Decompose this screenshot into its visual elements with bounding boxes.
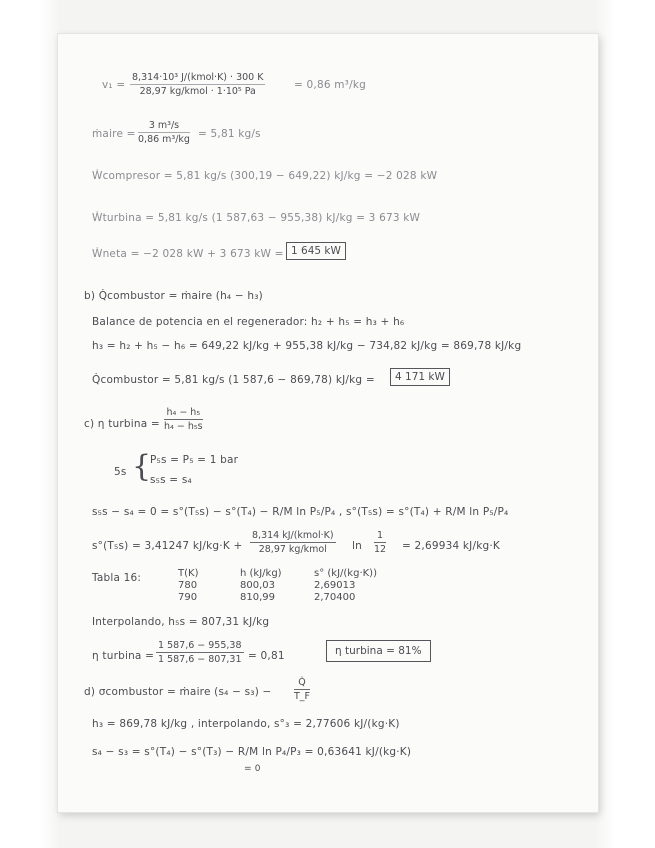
table-label: Tabla 16: [92,572,142,584]
table-header-h: h (kJ/kg) [240,568,282,579]
eta-numerator: 1 587,6 − 955,38 [158,640,242,651]
ln-label: ln [352,540,362,552]
entropy-difference-line: s₅s − s₄ = 0 = s°(T₅s) − s°(T₄) − R/M ln P₅/P₄ , s°(T₅s) = s°(T₄) + R/M ln P₅/P₄ [92,506,509,518]
table-header-t: T(K) [178,568,199,579]
eta-answer-box: η turbina = 81% [326,640,431,662]
table-cell: 800,03 [240,580,275,591]
state-5s-brace: { [132,449,152,484]
table-col-s [314,568,377,604]
mdot-denominator: 0,86 m³/kg [138,134,190,145]
pressure-ratio-numerator: 1 [374,530,386,543]
handwritten-page [58,34,598,812]
h5s-interpolation: Interpolando, h₅s = 807,31 kJ/kg [92,616,270,628]
w-neta-answer-box: 1 645 kW [286,242,346,260]
mdot-result: = 5,81 kg/s [198,128,261,140]
w-compresor-line: Ẇcompresor = 5,81 kg/s (300,19 − 649,22) kJ/kg = −2 028 kW [92,170,438,182]
h3-interpolation-line: h₃ = 869,78 kJ/kg , interpolando, s°₃ = 2,77606 kJ/(kg·K) [92,718,400,730]
v1-result: = 0,86 m³/kg [294,79,366,91]
q-combustor-line: Q̇combustor = 5,81 kg/s (1 587,6 − 869,78) kJ/kg = [92,374,375,386]
table-col-h [240,568,282,604]
eta-def-numerator: h₄ − h₅ [164,407,203,420]
state-5s-label: 5s [114,466,127,478]
table-col-t [178,568,198,604]
tf-denominator: T_F [294,691,311,702]
w-turbina-line: Ẇturbina = 5,81 kg/s (1 587,63 − 955,38) kJ/kg = 3 673 kW [92,212,421,224]
r-over-m-fraction [250,530,336,555]
m-denominator: 28,97 kg/kmol [258,544,327,555]
s0-t5s-result: = 2,69934 kJ/kg·K [402,540,500,552]
h3-calculation: h₃ = h₂ + h₅ − h₆ = 649,22 kJ/kg + 955,38 kJ/kg − 734,82 kJ/kg = 869,78 kJ/kg [92,340,522,352]
table-cell: 790 [178,592,198,603]
table-header-s: s° (kJ/(kg·K)) [314,568,377,579]
s4-minus-s3-line: s₄ − s₃ = s°(T₄) − s°(T₃) − R/M ln P₄/P₃ = 0,63641 kJ/(kg·K) [92,746,412,758]
part-d-equation: d) σcombustor = ṁaire (s₄ − s₃) − [84,686,272,698]
eta-result: = 0,81 [248,650,285,662]
w-neta-line: Ẇneta = −2 028 kW + 3 673 kW = [92,248,284,260]
mdot-numerator: 3 m³/s [138,120,190,133]
part-b-equation: b) Q̇combustor = ṁaire (h₄ − h₃) [84,290,263,302]
regenerator-balance: Balance de potencia en el regenerador: h₂ + h₅ = h₃ + h₆ [92,316,405,328]
s0-t5s-lhs: s°(T₅s) = 3,41247 kJ/kg·K + [92,540,243,552]
part-c-label: c) η turbina = [84,418,160,430]
eta-turbina-lhs: η turbina = [92,650,155,662]
pressure-ratio-fraction [374,530,386,555]
s4-s3-note: = 0 [244,764,261,774]
state-5s-entropy: s₅s = s₄ [150,474,192,486]
v1-lhs: v₁ = [102,79,126,91]
table-cell: 810,99 [240,592,275,603]
v1-fraction [130,72,265,97]
table-cell: 780 [178,580,198,591]
q-over-tf-fraction [294,677,310,702]
mdot-lhs: ṁaire = [92,128,136,140]
eta-def-denominator: h₄ − h₅s [164,421,203,432]
eta-definition-fraction [164,407,203,432]
v1-numerator: 8,314·10³ J/(kmol·K) · 300 K [132,72,264,83]
eta-denominator: 1 587,6 − 807,31 [158,654,242,665]
table-cell: 2,70400 [314,592,356,603]
q-combustor-answer-box: 4 171 kW [390,368,450,386]
r-numerator: 8,314 kJ/(kmol·K) [252,530,334,541]
mdot-fraction [138,120,190,145]
v1-denominator: 28,97 kg/kmol · 1·10⁵ Pa [139,86,256,97]
table-cell: 2,69013 [314,580,356,591]
q-numerator: Q̇ [294,677,310,690]
state-5s-pressure: P₅s = P₅ = 1 bar [150,454,239,466]
pressure-ratio-denominator: 12 [374,544,387,555]
eta-turbina-fraction [156,640,244,665]
